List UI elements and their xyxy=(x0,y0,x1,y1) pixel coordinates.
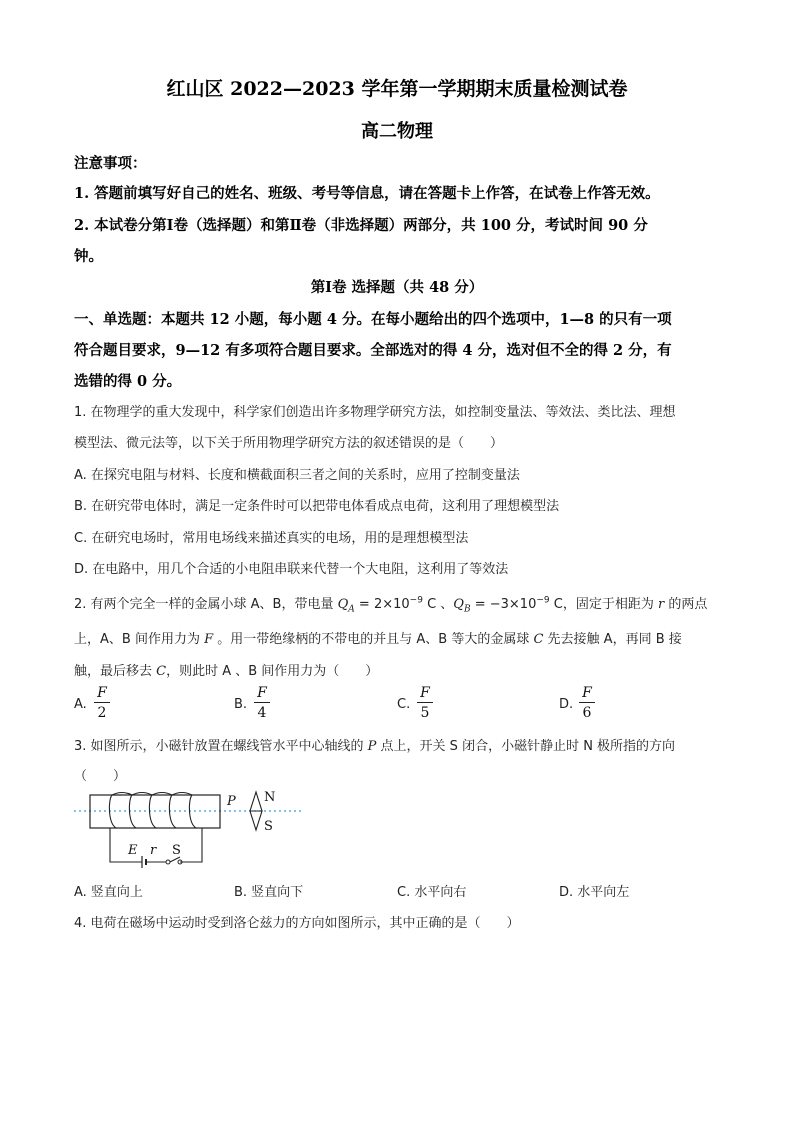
switch-label: S xyxy=(172,843,181,858)
q2-stem-3: 触，最后移去 C，则此时 A 、B 间作用力为（ ） xyxy=(74,664,379,679)
q1-stem-1: 1. 在物理学的重大发现中，科学家们创造出许多物理学研究方法，如控制变量法、等效法、类比法、理想 xyxy=(74,405,676,420)
circuit-wire-right xyxy=(180,828,202,862)
q3-option-b: B. 竖直向下 xyxy=(234,885,304,900)
q2-option-a-fraction: F 2 xyxy=(94,684,110,722)
q1-option-a: A. 在探究电阻与材料、长度和横截面积三者之间的关系时，应用了控制变量法 xyxy=(74,468,520,483)
exam-subject: 高二物理 xyxy=(361,121,433,142)
section-title: 第Ⅰ卷 选择题（共 48 分） xyxy=(310,279,484,296)
section-instructions-3: 选错的得 0 分。 xyxy=(74,373,182,390)
section-instructions-2: 符合题目要求，9—12 有多项符合题目要求。全部选对的得 4 分，选对但不全的得 2 分，有 xyxy=(74,342,672,359)
q4-stem: 4. 电荷在磁场中运动时受到洛仑兹力的方向如图所示，其中正确的是（ ） xyxy=(74,916,520,931)
compass-needle-south xyxy=(250,811,262,830)
emf-label: E xyxy=(128,843,138,858)
q3-option-d: D. 水平向左 xyxy=(559,885,630,900)
notice-item-2-cont: 钟。 xyxy=(74,248,103,265)
q2-stem-1: 2. 有两个完全一样的金属小球 A、B，带电量 $Q_A = 2\times 10^{-9}$ C 、$Q_B = -3\times 10^{-9}$ C，固定于相距为 r 的两点 xyxy=(74,595,708,615)
q3-option-a: A. 竖直向上 xyxy=(74,885,143,900)
exam-title: 红山区 2022—2023 学年第一学期期末质量检测试卷 xyxy=(166,78,628,100)
q1-stem-2: 模型法、微元法等，以下关于所用物理学研究方法的叙述错误的是（ ） xyxy=(74,436,504,451)
compass-needle-north xyxy=(250,792,262,811)
q2-option-d-fraction: F 6 xyxy=(579,684,595,722)
q1-option-c: C. 在研究电场时，常用电场线来描述真实的电场，用的是理想模型法 xyxy=(74,531,469,546)
q3-stem-1: 3. 如图所示，小磁针放置在螺线管水平中心轴线的 P 点上，开关 S 闭合，小磁针静止时 N 极所指的方向 xyxy=(74,739,676,754)
point-p-label: P xyxy=(227,794,236,809)
q2-option-c-fraction: F 5 xyxy=(417,684,433,722)
q2-option-c-label: C. xyxy=(397,697,411,712)
notice-item-1: 1. 答题前填写好自己的姓名、班级、考号等信息，请在答题卡上作答，在试卷上作答无效。 xyxy=(74,185,660,202)
solenoid-circuit-figure xyxy=(70,786,330,872)
q2-option-b-label: B. xyxy=(234,697,248,712)
notice-item-2: 2. 本试卷分第Ⅰ卷（选择题）和第Ⅱ卷（非选择题）两部分，共 100 分，考试时间 90 分 xyxy=(74,217,648,234)
q2-option-b-fraction: F 4 xyxy=(254,684,270,722)
south-pole-label: S xyxy=(264,819,273,834)
switch-contact-left xyxy=(166,860,170,864)
internal-resistance-label: r xyxy=(150,843,157,858)
q2-option-a-label: A. xyxy=(74,697,87,712)
q1-option-b: B. 在研究带电体时，满足一定条件时可以把带电体看成点电荷，这利用了理想模型法 xyxy=(74,499,560,514)
q3-stem-2: （ ） xyxy=(74,769,127,784)
solenoid-coil xyxy=(109,793,196,829)
q3-option-c: C. 水平向右 xyxy=(397,885,467,900)
section-instructions-1: 一、单选题：本题共 12 小题，每小题 4 分。在每小题给出的四个选项中，1—8 的只有一项 xyxy=(74,311,672,328)
north-pole-label: N xyxy=(264,790,276,805)
q2-stem-2: 上，A、B 间作用力为 F 。用一带绝缘柄的不带电的并且与 A、B 等大的金属球 C 先去接触 A，再同 B 接 xyxy=(74,632,682,647)
q2-option-d-label: D. xyxy=(559,697,574,712)
q1-option-d: D. 在电路中，用几个合适的小电阻串联来代替一个大电阻，这利用了等效法 xyxy=(74,562,509,577)
notice-heading: 注意事项： xyxy=(74,155,147,172)
